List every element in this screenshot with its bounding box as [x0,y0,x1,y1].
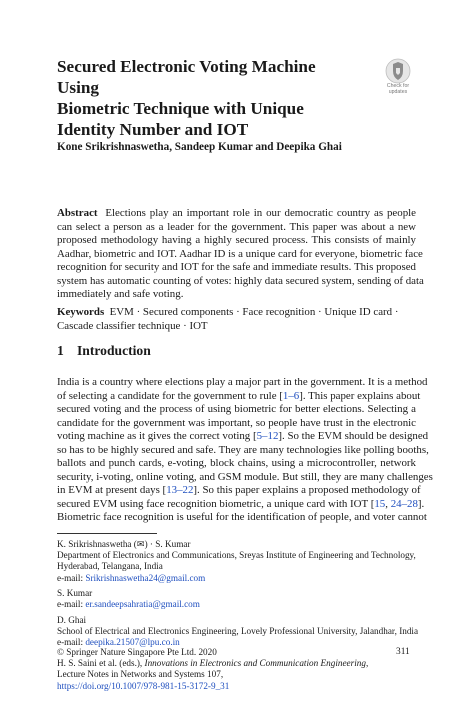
page-number: 311 [396,647,410,657]
affiliation-1-city: Hyderabad, Telangana, India [57,561,163,572]
email-link[interactable]: er.sandeepsahratia@gmail.com [85,599,200,610]
abstract [57,207,424,302]
intro-line-2: of selecting a candidate for the government to rule [1–6]. This paper explains about [57,389,421,402]
affiliation-2 [57,588,427,610]
affiliation-3-email: e-mail: deepika.21507@lpu.co.in [57,637,180,648]
abstract-line-3: proposed methodology having a highly secured process. This consists of mainly [57,234,416,247]
copyright-line: © Springer Nature Singapore Pte Ltd. 2020 [57,647,217,657]
abstract-line-6: system has automatic counting of votes: highly data secured system, sending of data [57,274,424,287]
abstract-line-7: immediately and safe voting. [57,288,184,301]
intro-line-4: candidate for the government was important, so people have trust in the electronic [57,416,416,429]
badge-label [379,83,417,95]
intro-line-7: ballots and punch cards, e-voting, block chains, using a microcontroller, network [57,457,416,470]
check-for-updates-icon [385,58,411,84]
affiliation-2-email: e-mail: er.sandeepsahratia@gmail.com [57,599,200,610]
intro-line-6: so has to be highly secured and safe. They are many technologies like polling booths, [57,443,429,456]
citation-link[interactable]: 1–6 [282,389,300,402]
title-line-3: Identity Number and IOT [57,120,249,139]
publication-info [57,647,427,692]
affiliation-1-dept: Department of Electronics and Communications, Sreyas Institute of Engineering and Technology, [57,550,416,561]
introduction-body [57,376,433,525]
intro-line-5: voting machine as it gives the correct voting [5–12]. So the EVM should be designed [57,430,429,443]
citation-link[interactable]: 15 [374,497,386,510]
keywords-line-2: Cascade classifier technique · IOT [57,319,208,332]
check-for-updates-badge[interactable] [379,58,417,102]
affiliation-1-name: K. Srikrishnaswetha (✉) · S. Kumar [57,539,191,549]
intro-line-3: secured voting and the process of using biometric for better elections. Selecting a [57,403,416,416]
book-title: Innovations in Electronics and Communication Engineering [144,658,366,669]
keywords [57,306,416,333]
intro-line-11: Biometric face recognition is useful for the identification of people, and voter cannot [57,511,427,524]
abstract-line-1: Elections play an important role in our democratic country as people [105,207,416,219]
footnote-divider [57,533,157,534]
affiliation-3 [57,615,427,649]
abstract-line-5: recognition for security and IOT for the safe and immediate results. This proposed [57,261,416,274]
affiliation-1-email: e-mail: Srikrishnaswetha24@gmail.com [57,572,206,583]
affiliation-3-name: D. Ghai [57,615,87,625]
affiliation-2-name: S. Kumar [57,588,93,598]
keywords-line-1: EVM · Secured components · Face recognition · Unique ID card · [109,306,399,318]
citation-link[interactable]: 24–28 [390,497,418,510]
intro-line-1: India is a country where elections play a major part in the government. It is a method [57,376,428,388]
editors-line: H. S. Saini et al. (eds.), Innovations in Electronics and Communication Engineering, [57,658,369,669]
abstract-line-2: can select a person as a leader for the government. This paper was about a new [57,220,416,233]
intro-line-9: in EVM at present days [13–22]. So this paper explains a proposed methodology of [57,484,421,497]
section-heading [57,343,151,359]
section-title: Introduction [77,343,151,358]
keywords-label: Keywords [57,306,105,318]
title-line-1: Secured Electronic Voting Machine Using [57,57,316,97]
doi-link[interactable]: https://doi.org/10.1007/978-981-15-3172-9_31 [57,680,230,691]
series-line: Lecture Notes in Networks and Systems 107, [57,669,224,680]
abstract-line-4: Aadhar, biometric and IOT. Aadhar ID is a unique card for everyone, biometric face [57,247,423,260]
email-link[interactable]: Srikrishnaswetha24@gmail.com [85,572,206,583]
affiliation-1 [57,539,427,584]
badge-line-2: updates [388,89,408,95]
intro-line-10: secured EVM using face recognition biometric, a unique card with IOT [15, 24–28]. [57,497,425,510]
badge-line-1: Check for [386,83,410,89]
citation-link[interactable]: 5–12 [256,430,279,443]
paper-title [57,56,357,140]
affiliation-3-dept: School of Electrical and Electronics Engineering, Lovely Professional University, Jalandhar, India [57,626,419,637]
author-list: Kone Srikrishnaswetha, Sandeep Kumar and Deepika Ghai [57,141,342,153]
title-line-2: Biometric Technique with Unique [57,99,304,118]
intro-line-8: security, i-voting, online voting, and GSM module. But still, they are many challenges [57,470,433,483]
email-link[interactable]: deepika.21507@lpu.co.in [85,637,180,648]
section-number: 1 [57,343,64,358]
citation-link[interactable]: 13–22 [166,484,194,497]
abstract-label: Abstract [57,207,98,219]
